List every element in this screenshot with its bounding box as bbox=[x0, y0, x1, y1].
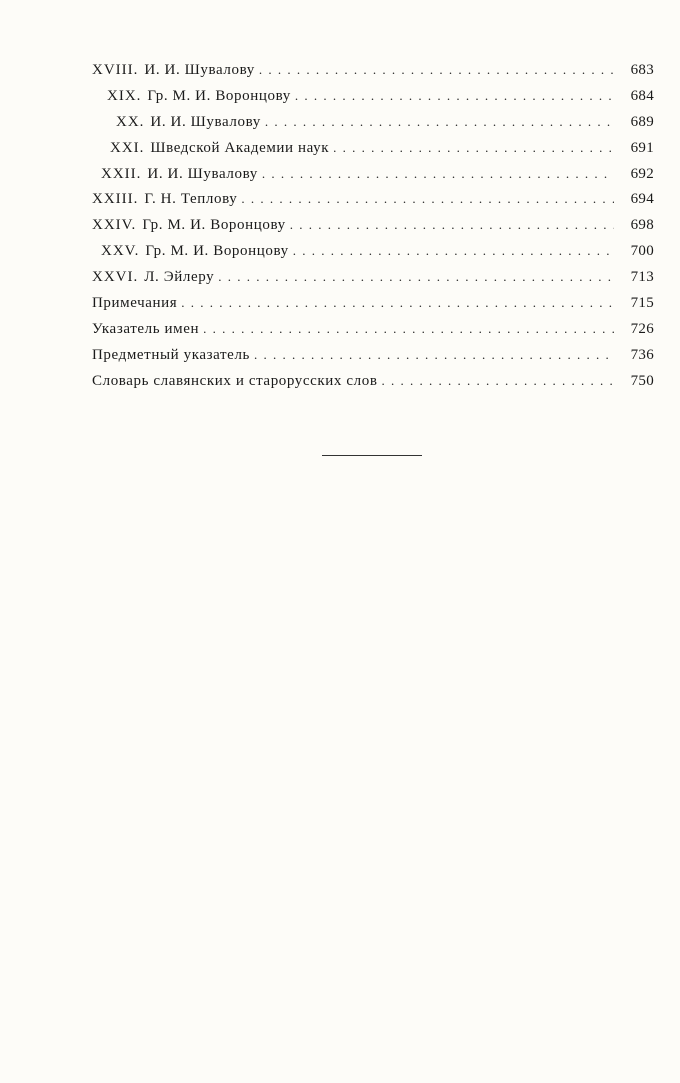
toc-entry-numeral: XXIII. bbox=[92, 191, 139, 208]
toc-entry-numeral: XX. bbox=[116, 113, 145, 130]
toc-entry-title: И. И. Шувалову bbox=[144, 62, 255, 78]
toc-entry bbox=[92, 321, 654, 347]
toc-entry-numeral: XIX. bbox=[107, 87, 142, 104]
toc-dot-leader bbox=[293, 243, 614, 259]
toc-dot-leader bbox=[218, 269, 614, 285]
toc-entry-page-number: 683 bbox=[630, 62, 654, 78]
toc-dot-leader bbox=[241, 191, 614, 207]
toc-entry bbox=[92, 243, 654, 269]
toc-entry-page-number: 692 bbox=[630, 165, 654, 182]
toc-entry-page-number: 713 bbox=[630, 269, 654, 286]
toc-dot-leader bbox=[262, 166, 614, 182]
toc-entry-page-number: 736 bbox=[630, 346, 654, 363]
toc-entry-title: Гр. М. И. Воронцову bbox=[142, 217, 286, 234]
table-of-contents bbox=[92, 62, 654, 399]
toc-entry bbox=[92, 114, 654, 140]
toc-entry-numeral: XXII. bbox=[101, 165, 142, 182]
toc-entry bbox=[92, 295, 654, 321]
closing-rule bbox=[322, 455, 422, 456]
toc-entry-numeral: XXIV. bbox=[92, 217, 137, 234]
toc-entry-title: И. И. Шувалову bbox=[147, 165, 258, 182]
toc-entry-page-number: 715 bbox=[630, 295, 654, 312]
toc-entry-page-number: 700 bbox=[630, 243, 654, 260]
toc-entry bbox=[92, 88, 654, 114]
toc-entry-numeral: XVIII. bbox=[92, 62, 139, 78]
toc-entry-page-number: 750 bbox=[630, 372, 654, 389]
toc-entry bbox=[92, 269, 654, 295]
toc-entry-page-number: 694 bbox=[630, 191, 654, 208]
toc-dot-leader bbox=[333, 140, 614, 156]
toc-dot-leader bbox=[295, 88, 614, 104]
toc-entry-title: Словарь славянских и старорусских слов bbox=[92, 372, 378, 389]
toc-entry-title: Л. Эйлеру bbox=[144, 269, 215, 286]
toc-entry-title: Гр. М. И. Воронцову bbox=[147, 87, 291, 104]
toc-entry-title: Примечания bbox=[92, 295, 178, 312]
toc-entry-title: Г. Н. Теплову bbox=[144, 191, 238, 208]
toc-entry-title: Указатель имен bbox=[92, 320, 200, 337]
toc-dot-leader bbox=[181, 295, 614, 311]
toc-entry-page-number: 726 bbox=[630, 320, 654, 337]
toc-entry-page-number: 698 bbox=[630, 217, 654, 234]
toc-entry bbox=[92, 347, 654, 373]
toc-entry-title: Предметный указатель bbox=[92, 346, 250, 363]
toc-dot-leader bbox=[382, 373, 615, 389]
toc-dot-leader bbox=[290, 217, 614, 233]
toc-entry-numeral: XXV. bbox=[101, 243, 140, 260]
toc-entry bbox=[92, 166, 654, 192]
toc-dot-leader bbox=[254, 347, 614, 363]
toc-dot-leader bbox=[203, 321, 614, 337]
toc-entry bbox=[92, 373, 654, 399]
toc-entry bbox=[92, 140, 654, 166]
toc-entry-title: И. И. Шувалову bbox=[150, 113, 261, 130]
toc-entry-numeral: XXVI. bbox=[92, 269, 139, 286]
toc-entry-page-number: 691 bbox=[630, 139, 654, 156]
toc-entry bbox=[92, 62, 654, 88]
toc-dot-leader bbox=[265, 114, 614, 130]
toc-entry-page-number: 684 bbox=[630, 87, 654, 104]
toc-entry bbox=[92, 191, 654, 217]
toc-dot-leader bbox=[259, 62, 614, 78]
toc-entry-page-number: 689 bbox=[630, 113, 654, 130]
toc-entry bbox=[92, 217, 654, 243]
toc-entry-title: Гр. М. И. Воронцову bbox=[145, 243, 289, 260]
toc-entry-title: Шведской Академии наук bbox=[150, 139, 330, 156]
toc-entry-numeral: XXI. bbox=[110, 139, 145, 156]
